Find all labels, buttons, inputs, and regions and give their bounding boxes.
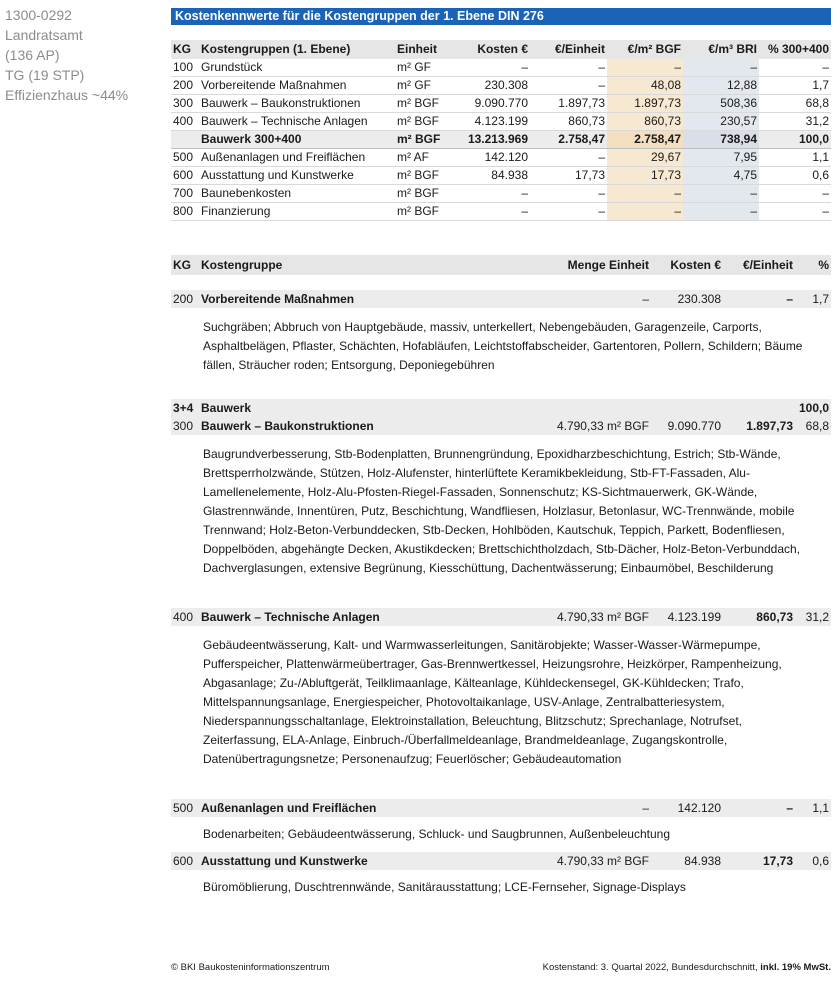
detail-header-per-unit: €/Einheit [721,255,793,275]
detail-per-unit: – [786,292,793,307]
main-content [171,8,831,897]
detail-qty: 4.790,33 m² BGF [556,610,649,625]
detail-row-400 [171,608,831,626]
detail-header-kg: KG [171,255,201,275]
row-per-unit: – [530,149,607,167]
row-per-bgf: 17,73 [607,167,683,185]
detail-kg: 200 [173,292,194,307]
row-per-bri: 12,88 [683,77,759,95]
row-per-bri: 4,75 [683,167,759,185]
table-title: Kostenkennwerte für die Kostengruppen der 1. Ebene DIN 276 [171,8,831,25]
row-unit: m² GF [397,59,452,77]
detail-name: Bauwerk – Technische Anlagen [201,610,380,625]
footer-cost-status: Kostenstand: 3. Quartal 2022, Bundesdurchschnitt, inkl. 19% MwSt. [542,962,831,973]
row-cost: 13.213.969 [452,131,530,149]
row-unit: m² BGF [397,167,452,185]
detail-desc-300: Baugrundverbesserung, Stb-Bodenplatten, Brunnengründung, Epoxidharzbeschichtung, Estrich; Stb-Wände, Brettsperrholzwände, Stützen, Holz-Alufenster, hinterlüftete Keramikbekleidung, Stb-FT-Fassaden, Alu-Lamellenelemente, Holz-Alu-Pfosten-Riegel-Fassaden, Sonnenschutz; KS-Sichtmauerwerk, GK-Wände, Glastrennwände, Innentüren, Putz, Beschichtung, Wandfliesen, Holzlasur, Betonlasur, WC-Trennwände, mobile Trennwand; Holz-Beton-Verbunddecken, Stb-Decken, Hohlböden, Kautschuk, Teppich, Parkett, Bodenfliesen, Doppelböden, abgehängte Decken, Akustikdecken; Brettschichtholzdach, Stb-Dächer, Holz-Beton-Verbunddach, Dachverglasungen, extensive Begrünung, Kiesschüttung, Dachentwässerung; Einbaumöbel, Beschilderung [203,447,801,576]
detail-header-qty: Menge Einheit [501,255,649,275]
header-percent: % 300+400 [759,40,831,59]
header-per-unit: €/Einheit [530,40,607,59]
detail-header-name: Kostengruppe [201,255,501,275]
workplaces: (136 AP) [5,47,60,63]
detail-kg: 400 [173,610,194,625]
detail-header-percent: % [793,255,831,275]
table-row [171,167,831,185]
row-cost: 9.090.770 [452,95,530,113]
row-name: Außenanlagen und Freiflächen [201,149,397,167]
detail-desc-500: Bodenarbeiten; Gebäudeentwässerung, Schluck- und Saugbrunnen, Außenbeleuchtung [203,827,671,842]
row-percent: – [759,185,831,203]
row-percent: 0,6 [759,167,831,185]
row-per-bgf: 2.758,47 [607,131,683,149]
row-unit: m² GF [397,77,452,95]
row-per-unit: – [530,59,607,77]
row-per-unit: – [530,77,607,95]
row-per-bri: – [683,203,759,221]
row-unit: m² BGF [397,95,452,113]
detail-desc-400: Gebäudeentwässerung, Kalt- und Warmwasserleitungen, Sanitärobjekte; Wasser-Wasser-Wärmepumpe, Pufferspeicher, Plattenwärmeübertrager, Gas-Brennwertkessel, Heizungsrohre, Heizkörper, Rampenheizung, Abgasanlage; Zu-/Abluftgerät, Teilklimaanlage, Kälteanlage, Kühldeckensegel, GK-Kühldecken; Trafo, Mittelspannungsanlage, Energiespeicher, Photovoltaikanlage, USV-Anlage, Zentralbatteriesystem, Niederspannungsschaltanlage, Elektroinstallation, Beleuchtung, Blitzschutz; Sprechanlage, Notrufset, Zeiterfassung, ELA-Anlage, Einbruch-/Überfallmeldeanlage, Brandmeldeanlage, Zugangskontrolle, Datenübertragungsnetze; Personenaufzug; Feuerlöscher; Gebäudeautomation [203,638,782,767]
detail-qty: – [642,801,649,816]
detail-per-unit: 1.897,73 [746,419,793,434]
detail-per-unit: 860,73 [756,610,793,625]
detail-kg: 600 [173,854,194,869]
row-name: Finanzierung [201,203,397,221]
row-percent: 100,0 [759,131,831,149]
detail-kg: 300 [173,419,194,434]
detail-cost: 9.090.770 [667,419,721,434]
row-percent: 1,7 [759,77,831,95]
footer [171,962,831,973]
row-per-unit: 17,73 [530,167,607,185]
detail-name: Vorbereitende Maßnahmen [201,292,355,307]
detail-qty: 4.790,33 m² BGF [556,854,649,869]
row-name: Baunebenkosten [201,185,397,203]
row-per-unit: – [530,185,607,203]
row-percent: – [759,59,831,77]
row-name: Grundstück [201,59,397,77]
row-percent: 31,2 [759,113,831,131]
header-per-bgf: €/m² BGF [607,40,683,59]
row-name: Bauwerk – Baukonstruktionen [201,95,397,113]
row-cost: 84.938 [452,167,530,185]
row-cost: – [452,203,530,221]
header-per-bri: €/m³ BRI [683,40,759,59]
row-cost: 4.123.199 [452,113,530,131]
row-name: Bauwerk – Technische Anlagen [201,113,397,131]
kennwerte-body [171,59,831,221]
detail-cost: 230.308 [677,292,721,307]
detail-per-unit: 17,73 [762,854,793,869]
row-per-bgf: – [607,59,683,77]
row-unit: m² BGF [397,185,452,203]
row-kg [171,131,201,149]
detail-row-600 [171,852,831,870]
row-unit: m² BGF [397,203,452,221]
detail-percent: 0,6 [812,854,829,869]
detail-percent: 68,8 [805,419,829,434]
detail-per-unit: – [786,801,793,816]
table-row [171,113,831,131]
kennwerte-table [171,40,831,221]
table-header-row [171,40,831,59]
header-cost: Kosten € [452,40,530,59]
project-number: 1300-0292 [5,7,72,23]
row-kg: 700 [171,185,201,203]
table-row [171,95,831,113]
row-per-bgf: 860,73 [607,113,683,131]
row-name: Vorbereitende Maßnahmen [201,77,397,95]
detail-cost: 4.123.199 [667,610,721,625]
group-row-bauwerk [171,399,831,417]
table-sum-row [171,131,831,149]
group-percent: 100,0 [798,401,829,416]
row-cost: 230.308 [452,77,530,95]
detail-percent: 1,1 [812,801,829,816]
row-kg: 800 [171,203,201,221]
row-per-bgf: – [607,203,683,221]
row-per-unit: 1.897,73 [530,95,607,113]
row-kg: 200 [171,77,201,95]
row-per-bri: 738,94 [683,131,759,149]
detail-header-row [171,255,831,275]
detail-desc-600: Büromöblierung, Duschtrennwände, Sanitärausstattung; LCE-Fernseher, Signage-Displays [203,880,686,895]
header-kg: KG [171,40,201,59]
project-type: Landratsamt [5,27,83,43]
table-row [171,185,831,203]
project-info [5,5,165,105]
detail-desc-200: Suchgräben; Abbruch von Hauptgebäude, massiv, unterkellert, Nebengebäuden, Garagenzeile, Carports, Asphaltbelägen, Pflaster, Schächten, Hofabläufen, Leichtstoffabscheider, Gartentoren, Pollern, Schildern; Bäume fällen, Sträucher roden; Entsorgung, Deponiegebühren [203,320,803,373]
row-name: Ausstattung und Kunstwerke [201,167,397,185]
row-cost: – [452,59,530,77]
detail-row-200 [171,290,831,308]
row-unit: m² AF [397,149,452,167]
row-per-unit: 2.758,47 [530,131,607,149]
detail-row-500 [171,799,831,817]
row-percent: 68,8 [759,95,831,113]
row-kg: 300 [171,95,201,113]
row-kg: 400 [171,113,201,131]
table-row [171,59,831,77]
detail-cost: 84.938 [684,854,721,869]
detail-row-300 [171,417,831,435]
detail-cost: 142.120 [677,801,721,816]
detail-qty: – [642,292,649,307]
detail-percent: 31,2 [805,610,829,625]
table-row [171,77,831,95]
detail-name: Außenanlagen und Freiflächen [201,801,377,816]
table-row [171,203,831,221]
row-per-unit: – [530,203,607,221]
row-per-bgf: 29,67 [607,149,683,167]
group-name: Bauwerk [201,401,252,416]
row-per-bri: – [683,59,759,77]
row-per-bri: 7,95 [683,149,759,167]
row-per-unit: 860,73 [530,113,607,131]
row-unit: m² BGF [397,131,452,149]
row-cost: – [452,185,530,203]
detail-name: Bauwerk – Baukonstruktionen [201,419,374,434]
row-per-bri: – [683,185,759,203]
detail-percent: 1,7 [812,292,829,307]
row-per-bgf: 1.897,73 [607,95,683,113]
detail-name: Ausstattung und Kunstwerke [201,854,368,869]
row-cost: 142.120 [452,149,530,167]
row-percent: 1,1 [759,149,831,167]
detail-qty: 4.790,33 m² BGF [556,419,649,434]
table-row [171,149,831,167]
parking: TG (19 STP) [5,67,85,83]
detail-table-header [171,255,831,275]
row-kg: 100 [171,59,201,77]
efficiency: Effizienzhaus ~44% [5,87,129,103]
detail-header-cost: Kosten € [649,255,721,275]
detail-kg: 500 [173,801,194,816]
footer-copyright: © BKI Baukosteninformationszentrum [171,962,330,973]
row-unit: m² BGF [397,113,452,131]
row-per-bgf: – [607,185,683,203]
row-name: Bauwerk 300+400 [201,131,397,149]
row-per-bri: 508,36 [683,95,759,113]
row-percent: – [759,203,831,221]
header-unit: Einheit [397,40,452,59]
row-per-bgf: 48,08 [607,77,683,95]
header-name: Kostengruppen (1. Ebene) [201,40,397,59]
group-kg: 3+4 [173,401,194,416]
row-per-bri: 230,57 [683,113,759,131]
row-kg: 600 [171,167,201,185]
row-kg: 500 [171,149,201,167]
